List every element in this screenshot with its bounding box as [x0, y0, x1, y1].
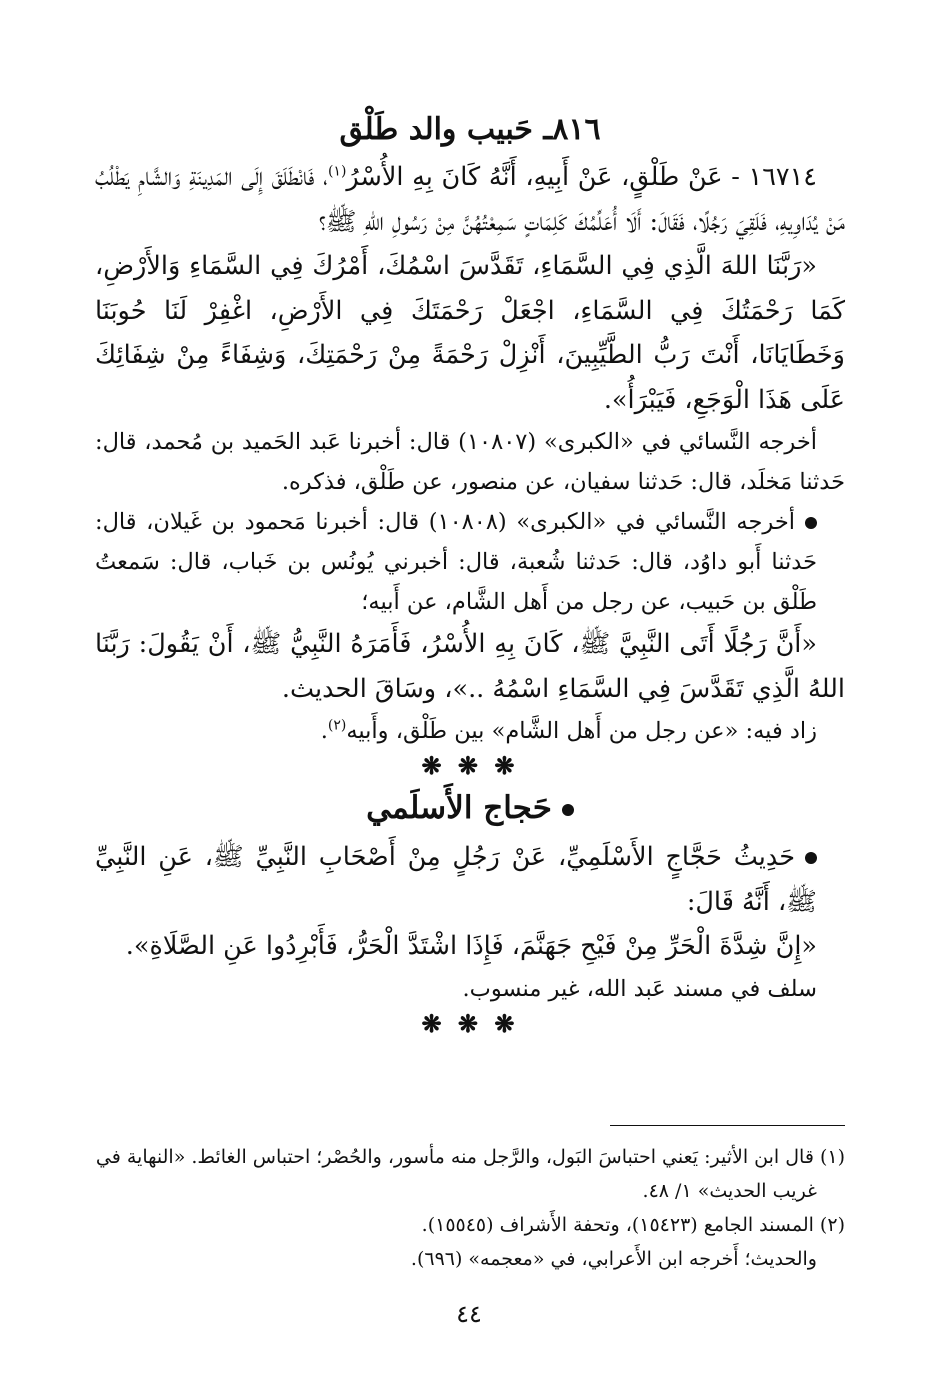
section-separator-1: ❋ ❋ ❋: [421, 751, 519, 780]
footnote-2: (٢) المسند الجامع (١٥٤٢٣)، وتحفة الأَشراف (١٥٥٤٥).: [421, 1214, 845, 1236]
footnote-ref-1[interactable]: (١): [327, 163, 347, 180]
footnote-1-continuation: غريب الحديث» ١/ ٤٨.: [642, 1180, 817, 1202]
takhrij-kubra-10808: [95, 502, 845, 622]
bullet-icon: [805, 852, 817, 864]
footnote-divider: [610, 1125, 845, 1126]
footnote-ref-2[interactable]: (٢): [327, 717, 347, 734]
prayer-text: «رَبَّنَا اللهَ الَّذِي فِي السَّمَاءِ، تَقَدَّسَ اسْمُكَ، أَمْرُكَ فِي السَّمَاءِ وَالأَرْضِ، كَمَا رَحْمَتُكَ فِي السَّمَاءِ، اجْعَلْ رَحْمَتَكَ فِي الأَرْضِ، اغْفِرْ لَنَا حُوبَنَا وَخَطَايَانَا، أَنْتَ رَبُّ الطَّيِّبِينَ، أَنْزِلْ رَحْمَةً مِنْ رَحْمَتِكَ، وَشِفَاءً مِنْ شِفَائِكَ عَلَى هَذَا الْوَجَعِ، فَيَبْرَأُ».: [95, 251, 845, 415]
addition-note: [95, 711, 845, 751]
bullet-icon: [562, 804, 574, 816]
footnote-1: (١) قال ابن الأثير: يَعني احتباسَ البَول، والرَّجل منه مأسور، والحُصْر؛ احتباس الغائط. «النهاية في: [95, 1146, 845, 1168]
takhrij-kubra-10807: أخرجه النَّسائي في «الكبرى» (١٠٨٠٧) قال: أخبرنا عَبد الحَميد بن مُحمد، قال: حَدثنا مَخلَد، قال: حَدثنا سفيان، عن منصور، عن طَلْق، فذكره.: [95, 429, 845, 495]
hajjaj-hadith-intro: [95, 835, 845, 924]
hajjaj-hadith-matn: «إِنَّ شِدَّةَ الْحَرِّ مِنْ فَيْحِ جَهَنَّمَ، فَإِذَا اشْتَدَّ الْحَرُّ، فَأَبْرِدُوا عَنِ الصَّلَاةِ».: [125, 931, 817, 961]
section-title-816: ٨١٦ـ حَبيب والد طَلْق: [339, 112, 601, 147]
page-number: ٤٤: [456, 1300, 482, 1328]
section-title-hajjaj: [95, 781, 845, 835]
footnotes: [95, 1125, 845, 1276]
hadith-16714-opening: ١٦٧١٤ - عَنْ طَلْقٍ، عَنْ أَبِيهِ، أَنَّهُ كَانَ بِهِ الأُسْرُ: [346, 162, 817, 192]
hajjaj-hadith-intro-text: حَدِيثُ حَجَّاجٍ الأَسْلَمِيِّ، عَنْ رَجُلٍ مِنْ أَصْحَابِ النَّبِيِّ ﷺ، عَنِ النَّبِيِّ ﷺ، أَنَّهُ قَالَ:: [95, 842, 817, 917]
section-separator-2: ❋ ❋ ❋: [421, 1008, 519, 1038]
footnote-2-continuation: والحديث؛ أَخرجه ابن الأَعرابي، في «معجمه» (٦٩٦).: [410, 1248, 817, 1270]
section-title-hajjaj-text: حَجاج الأَسلَمي: [366, 790, 552, 826]
takhrij-kubra-10808-text: أخرجه النَّسائي في «الكبرى» (١٠٨٠٨) قال: أخبرنا مَحمود بن غَيلان، قال: حَدثنا أَبو داوُد، قال: حَدثنا شُعبة، قال: أخبرني يُونُس بن خَباب، قال: سَمعتُ طَلْق بن حَبيب، عن رجل من أَهل الشَّام، عن أَبيه؛: [95, 509, 817, 615]
second-narration-text: «أَنَّ رَجُلًا أَتَى النَّبِيَّ ﷺ، كَانَ بِهِ الأُسْرُ، فَأَمَرَهُ النَّبِيُّ ﷺ، أَنْ يَقُولَ: رَبَّنَا اللهُ الَّذِي تَقَدَّسَ فِي السَّمَاءِ اسْمُهُ ..»، وسَاقَ الحديث.: [95, 629, 845, 704]
hadith-16714-text: [95, 155, 845, 244]
bullet-icon: [805, 517, 817, 529]
addition-note-end: .: [320, 718, 328, 744]
addition-note-text: زاد فيه: «عن رجل من أَهل الشَّام» بين طَلْق، وأَبيه: [346, 718, 817, 744]
hajjaj-hadith-note: سلف في مسند عَبد الله، غير منسوب.: [462, 975, 817, 1002]
hadith-16714-continuation: ، فَانْطَلَقَ إِلَى المَدِينَةِ وَالشَّامِ يَطْلُبُ مَنْ يُدَاوِيهِ، فَلَقِيَ رَجُلًا، فَقَالَ: أَلَا أُعَلِّمُكَ كَلِمَاتٍ سَمِعْتُهُنَّ مِنْ رَسُولِ اللهِ ﷺ؟: [95, 162, 845, 237]
page-body: [95, 105, 845, 1039]
